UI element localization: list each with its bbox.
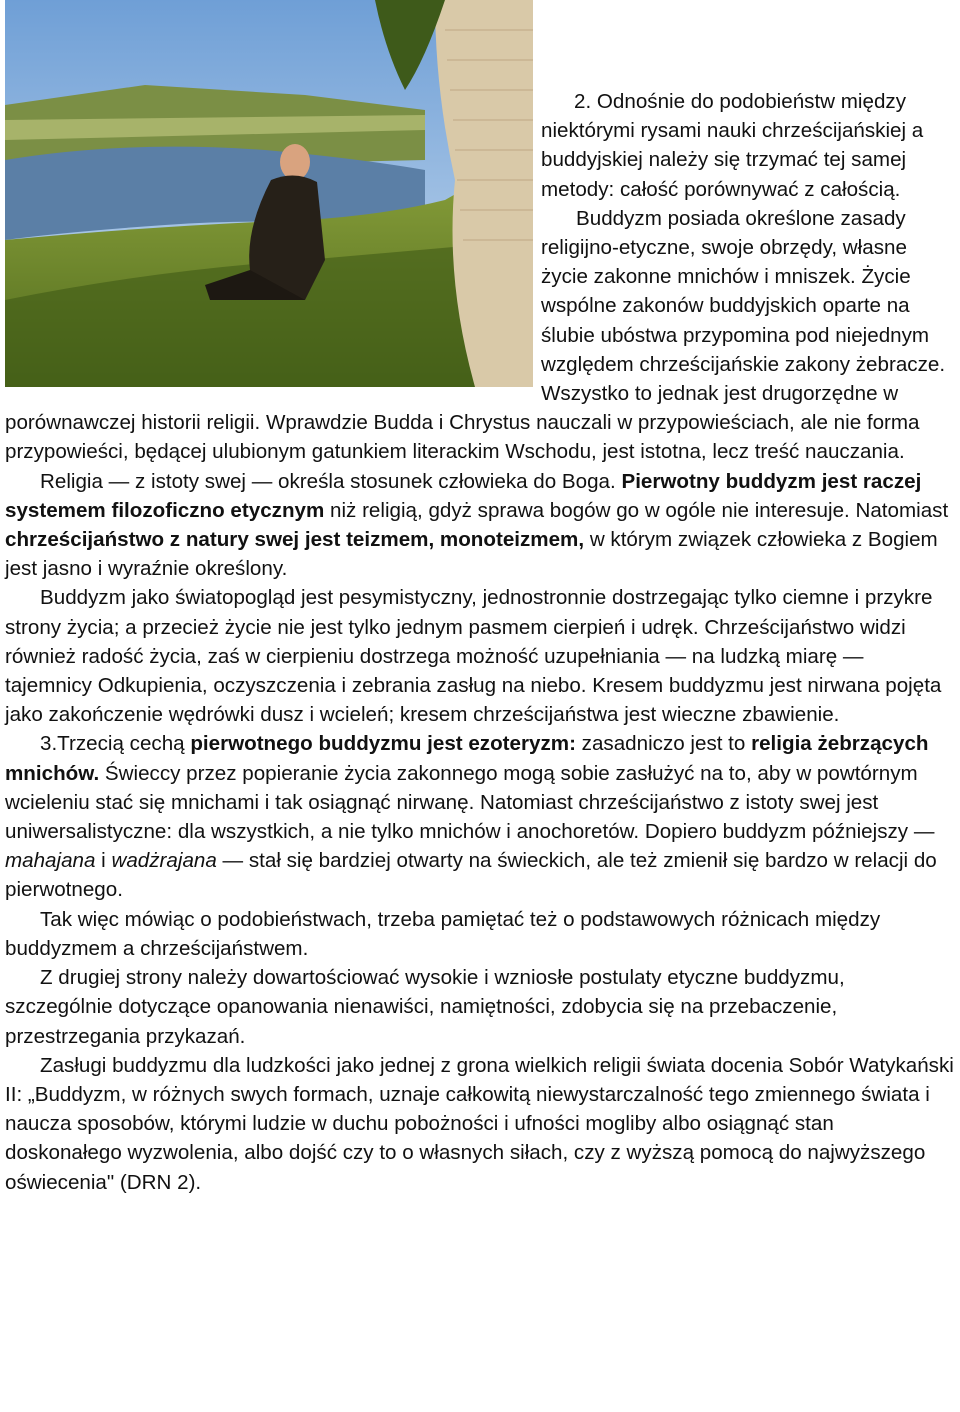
paragraph-differences: Tak więc mówiąc o podobieństwach, trzeba pamiętać też o podstawowych różnicach między buddyzmem a chrześcijaństwem. xyxy=(5,907,881,960)
paragraph-buddhism-rules: Buddyzm posiada określone zasady religijno-etyczne, swoje obrzędy, własne życie zakonne mnichów i mniszek. Życie wspólne zakonów buddyjskich oparte na ślubie ubóstwa przypomina pod niejednym względem chrześcijańskie zakony żebracze. Wszystko to jednak jest drugorzędne w porównawczej historii religii. Wprawdzie Budda i Chrystus nauczali w przypowieściach, ale nie forma przypowieści, będącej ulubionym gatunkiem literackim Wschodu, jest istotna, lecz treść nauczania. xyxy=(5,206,946,464)
paragraph-vatican-quote: Zasługi buddyzmu dla ludzkości jako jednej z grona wielkich religii świata docenia Sobór Watykański II: „Buddyzm, w różnych swych formach, uznaje całkowitą niewystarczalność tego zmiennego świata i naucza sposobów, którymi ludzie w duchu pobożności i ufności mogliby albo osiągnąć stan doskonałego wyzwolenia, albo dojść czy to o własnych siłach, czy z wyższą pomocą do najwyższego oświecenia" (DRN 2). xyxy=(5,1053,954,1194)
document-page xyxy=(5,0,955,1197)
paragraph-worldview: Buddyzm jako światopogląd jest pesymistyczny, jednostronnie dostrzegając tylko ciemne i przykre strony życia; a przecież życie nie jest tylko jednym pasmem cierpień i udręk. Chrześcijaństwo widzi również radość życia, zaś w cierpieniu dostrzega możność uzupełniania — na ludzką miarę — tajemnicy Odkupienia, oczyszczenia i zebrania zasług na niebo. Kresem buddyzmu jest nirwana pojęta jako zakończenie wędrówki dusz i wcieleń; kresem chrześcijaństwa jest wieczne zbawienie. xyxy=(5,586,942,727)
paragraph-point-3: 3.Trzecią cechą pierwotnego buddyzmu jest ezoteryzm: zasadniczo jest to religia żebrzących mnichów. Świeccy przez popieranie życia zakonnego mogą sobie zasłużyć na to, aby w powtórnym wcieleniu stać się mnichami i tak osiągnąć nirwanę. Natomiast chrześcijaństwo z istoty swej jest uniwersalistyczne: dla wszystkich, a nie tylko mnichów i anochoretów. Dopiero buddyzm późniejszy — mahajana i wadżrajana — stał się bardziej otwarty na świeckich, ale też zmienił się bardzo w relacji do pierwotnego. xyxy=(5,732,937,902)
paragraph-ethics: Z drugiej strony należy dowartościować wysokie i wzniosłe postulaty etyczne buddyzmu, szczególnie dotyczące opanowania nienawiści, namiętności, zdobycia się na przebaczenie, przestrzegania przykazań. xyxy=(5,966,845,1048)
paragraph-religion-definition: Religia — z istoty swej — określa stosunek człowieka do Boga. Pierwotny buddyzm jest raczej systemem filozoficzno etycznym niż religią, gdyż sprawa bogów go w ogóle nie interesuje. Natomiast chrześcijaństwo z natury swej jest teizmem, monoteizmem, w którym związek człowieka z Bogiem jest jasno i wyraźnie określony. xyxy=(5,469,949,581)
photo-monk-by-river xyxy=(5,0,533,387)
paragraph-point-2: 2. Odnośnie do podobieństw między niektórymi rysami nauki chrześcijańskiej a buddyjskiej należy się trzymać tej samej metody: całość porównywać z całością. xyxy=(541,90,924,201)
